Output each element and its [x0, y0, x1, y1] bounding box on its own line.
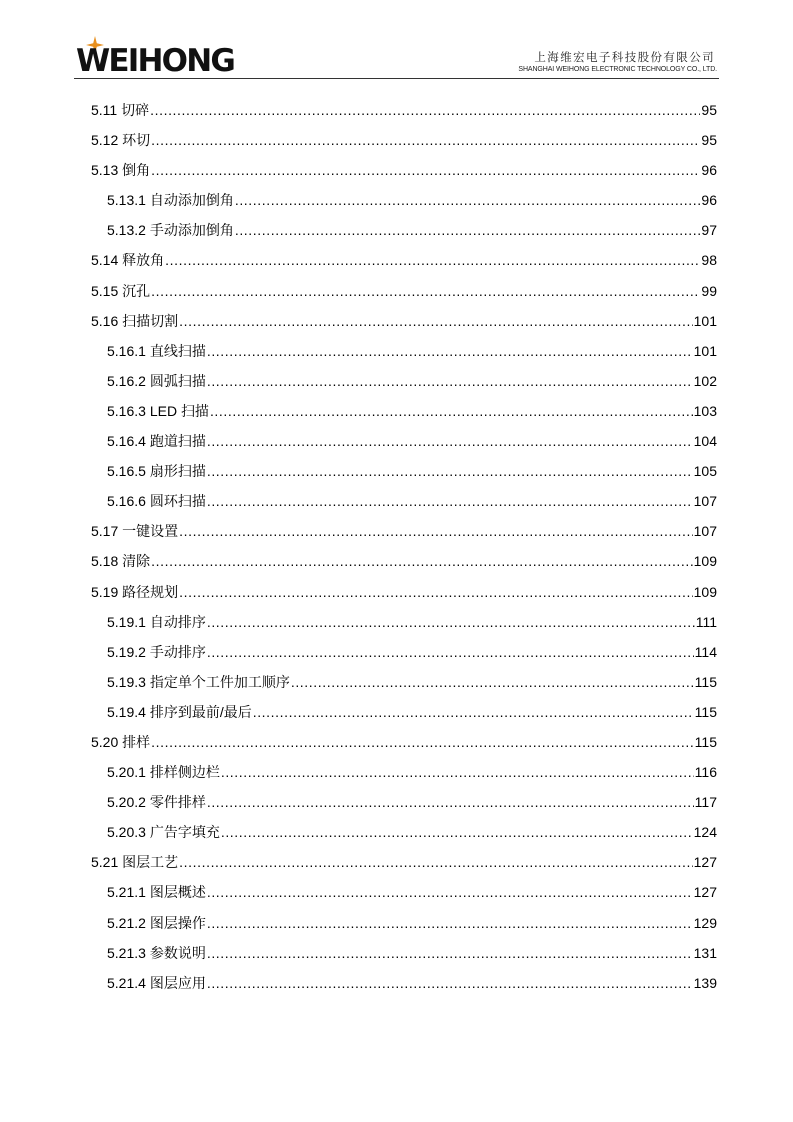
- toc-dot-leader: [207, 787, 694, 817]
- toc-entry-title: 5.19.2 手动排序: [107, 643, 206, 660]
- toc-page-number: 115: [694, 733, 717, 750]
- toc-dot-leader: [207, 908, 693, 938]
- toc-entry-title: 5.19.4 排序到最前/最后: [107, 703, 252, 720]
- toc-page-number: 99: [701, 282, 717, 299]
- toc-dot-leader: [151, 546, 693, 576]
- toc-entry[interactable]: [91, 968, 717, 998]
- header-divider: [74, 78, 719, 79]
- toc-entry[interactable]: [91, 847, 717, 877]
- toc-entry-title: 5.13.1 自动添加倒角: [107, 192, 234, 209]
- toc-entry[interactable]: [91, 306, 717, 336]
- toc-page-number: 139: [693, 974, 717, 991]
- toc-entry-title: 5.16.3 LED 扫描: [107, 402, 209, 419]
- toc-entry[interactable]: [91, 276, 717, 306]
- toc-entry[interactable]: [91, 185, 717, 215]
- page-header: [0, 0, 793, 82]
- toc-entry[interactable]: [91, 546, 717, 576]
- toc-dot-leader: [151, 276, 700, 306]
- toc-dot-leader: [151, 727, 694, 757]
- toc-page-number: 104: [693, 433, 717, 450]
- toc-page-number: 129: [693, 914, 717, 931]
- toc-entry[interactable]: [91, 516, 717, 546]
- toc-page-number: 127: [693, 854, 717, 871]
- toc-entry[interactable]: [91, 637, 717, 667]
- toc-page-number: 102: [693, 372, 717, 389]
- toc-entry-title: 5.16.2 圆弧扫描: [107, 372, 206, 389]
- toc-page-number: 116: [694, 764, 717, 781]
- toc-entry-title: 5.16 扫描切割: [91, 312, 179, 329]
- toc-page-number: 95: [701, 102, 717, 118]
- company-name-en: SHANGHAI WEIHONG ELECTRONIC TECHNOLOGY CO., LTD.: [518, 66, 717, 73]
- toc-entry[interactable]: [91, 245, 717, 275]
- toc-dot-leader: [151, 155, 700, 185]
- toc-dot-leader: [179, 516, 693, 546]
- toc-page-number: 105: [693, 463, 717, 480]
- toc-dot-leader: [165, 245, 700, 275]
- company-name-cn: 上海维宏电子科技股份有限公司: [534, 50, 715, 64]
- toc-entry[interactable]: [91, 366, 717, 396]
- toc-entry-title: 5.11 切碎: [91, 102, 150, 118]
- toc-dot-leader: [207, 456, 693, 486]
- toc-entry[interactable]: [91, 396, 717, 426]
- toc-entry-title: 5.16.4 跑道扫描: [107, 433, 206, 450]
- toc-page-number: 115: [694, 703, 717, 720]
- toc-entry-title: 5.12 环切: [91, 132, 151, 149]
- toc-dot-leader: [207, 877, 693, 907]
- toc-dot-leader: [221, 817, 693, 847]
- toc-entry-title: 5.13 倒角: [91, 162, 151, 179]
- toc-dot-leader: [207, 938, 693, 968]
- toc-page-number: 96: [701, 162, 717, 179]
- toc-entry[interactable]: [91, 667, 717, 697]
- toc-page-number: 98: [701, 252, 717, 269]
- toc-dot-leader: [179, 306, 693, 336]
- toc-dot-leader: [207, 637, 694, 667]
- toc-entry-title: 5.19.1 自动排序: [107, 613, 206, 630]
- toc-page-number: 103: [693, 402, 717, 419]
- toc-page-number: 95: [701, 132, 717, 149]
- toc-entry-title: 5.16.6 圆环扫描: [107, 493, 206, 510]
- table-of-contents: [91, 95, 717, 998]
- toc-entry[interactable]: [91, 727, 717, 757]
- toc-page-number: 107: [693, 493, 717, 510]
- toc-entry[interactable]: [91, 577, 717, 607]
- toc-entry-title: 5.20.1 排样侧边栏: [107, 764, 220, 781]
- toc-page-number: 97: [701, 222, 717, 239]
- toc-entry-title: 5.13.2 手动添加倒角: [107, 222, 234, 239]
- toc-entry-title: 5.21 图层工艺: [91, 854, 179, 871]
- toc-dot-leader: [207, 968, 693, 998]
- toc-page-number: 107: [693, 523, 717, 540]
- toc-entry[interactable]: [91, 125, 717, 155]
- toc-dot-leader: [207, 486, 693, 516]
- toc-entry-title: 5.17 一键设置: [91, 523, 179, 540]
- toc-dot-leader: [150, 95, 700, 125]
- toc-entry-title: 5.20.3 广告字填充: [107, 824, 220, 841]
- toc-page-number: 124: [693, 824, 717, 841]
- toc-entry[interactable]: [91, 215, 717, 245]
- toc-entry-title: 5.16.5 扇形扫描: [107, 463, 206, 480]
- toc-entry[interactable]: [91, 787, 717, 817]
- toc-dot-leader: [253, 697, 694, 727]
- toc-entry[interactable]: [91, 486, 717, 516]
- toc-entry-title: 5.21.4 图层应用: [107, 974, 206, 991]
- toc-page-number: 111: [695, 613, 717, 630]
- toc-dot-leader: [221, 757, 694, 787]
- toc-page-number: 117: [694, 794, 717, 811]
- toc-entry-title: 5.16.1 直线扫描: [107, 342, 206, 359]
- toc-entry[interactable]: [91, 336, 717, 366]
- toc-page-number: 127: [693, 884, 717, 901]
- toc-entry[interactable]: [91, 757, 717, 787]
- toc-entry-title: 5.14 释放角: [91, 252, 165, 269]
- logo-wordmark: WEIHONG: [76, 43, 234, 79]
- toc-dot-leader: [207, 607, 695, 637]
- toc-entry[interactable]: [91, 877, 717, 907]
- toc-entry-title: 5.19.3 指定单个工件加工顺序: [107, 673, 290, 690]
- toc-dot-leader: [210, 396, 693, 426]
- toc-dot-leader: [235, 185, 701, 215]
- toc-page-number: 115: [694, 673, 717, 690]
- toc-dot-leader: [179, 577, 693, 607]
- toc-entry-title: 5.20 排样: [91, 733, 151, 750]
- toc-entry-title: 5.18 清除: [91, 553, 151, 570]
- toc-entry[interactable]: [91, 607, 717, 637]
- toc-entry[interactable]: [91, 426, 717, 456]
- toc-entry[interactable]: [91, 95, 717, 125]
- toc-dot-leader: [207, 336, 693, 366]
- toc-dot-leader: [291, 667, 694, 697]
- toc-dot-leader: [151, 125, 700, 155]
- toc-page-number: 101: [693, 342, 717, 359]
- toc-entry[interactable]: [91, 456, 717, 486]
- toc-entry[interactable]: [91, 817, 717, 847]
- toc-entry-title: 5.21.3 参数说明: [107, 944, 206, 961]
- toc-entry-title: 5.20.2 零件排样: [107, 794, 206, 811]
- toc-page-number: 101: [693, 312, 717, 329]
- toc-dot-leader: [235, 215, 701, 245]
- toc-dot-leader: [179, 847, 693, 877]
- toc-entry-title: 5.15 沉孔: [91, 282, 151, 299]
- toc-page-number: 131: [693, 944, 717, 961]
- toc-entry-title: 5.21.2 图层操作: [107, 914, 206, 931]
- toc-dot-leader: [207, 366, 693, 396]
- toc-dot-leader: [207, 426, 693, 456]
- toc-entry[interactable]: [91, 908, 717, 938]
- toc-entry[interactable]: [91, 697, 717, 727]
- toc-page-number: 109: [693, 583, 717, 600]
- toc-entry[interactable]: [91, 938, 717, 968]
- toc-entry[interactable]: [91, 155, 717, 185]
- toc-page-number: 109: [693, 553, 717, 570]
- toc-page-number: 114: [694, 643, 717, 660]
- toc-entry-title: 5.21.1 图层概述: [107, 884, 206, 901]
- toc-entry-title: 5.19 路径规划: [91, 583, 179, 600]
- toc-page-number: 96: [701, 192, 717, 209]
